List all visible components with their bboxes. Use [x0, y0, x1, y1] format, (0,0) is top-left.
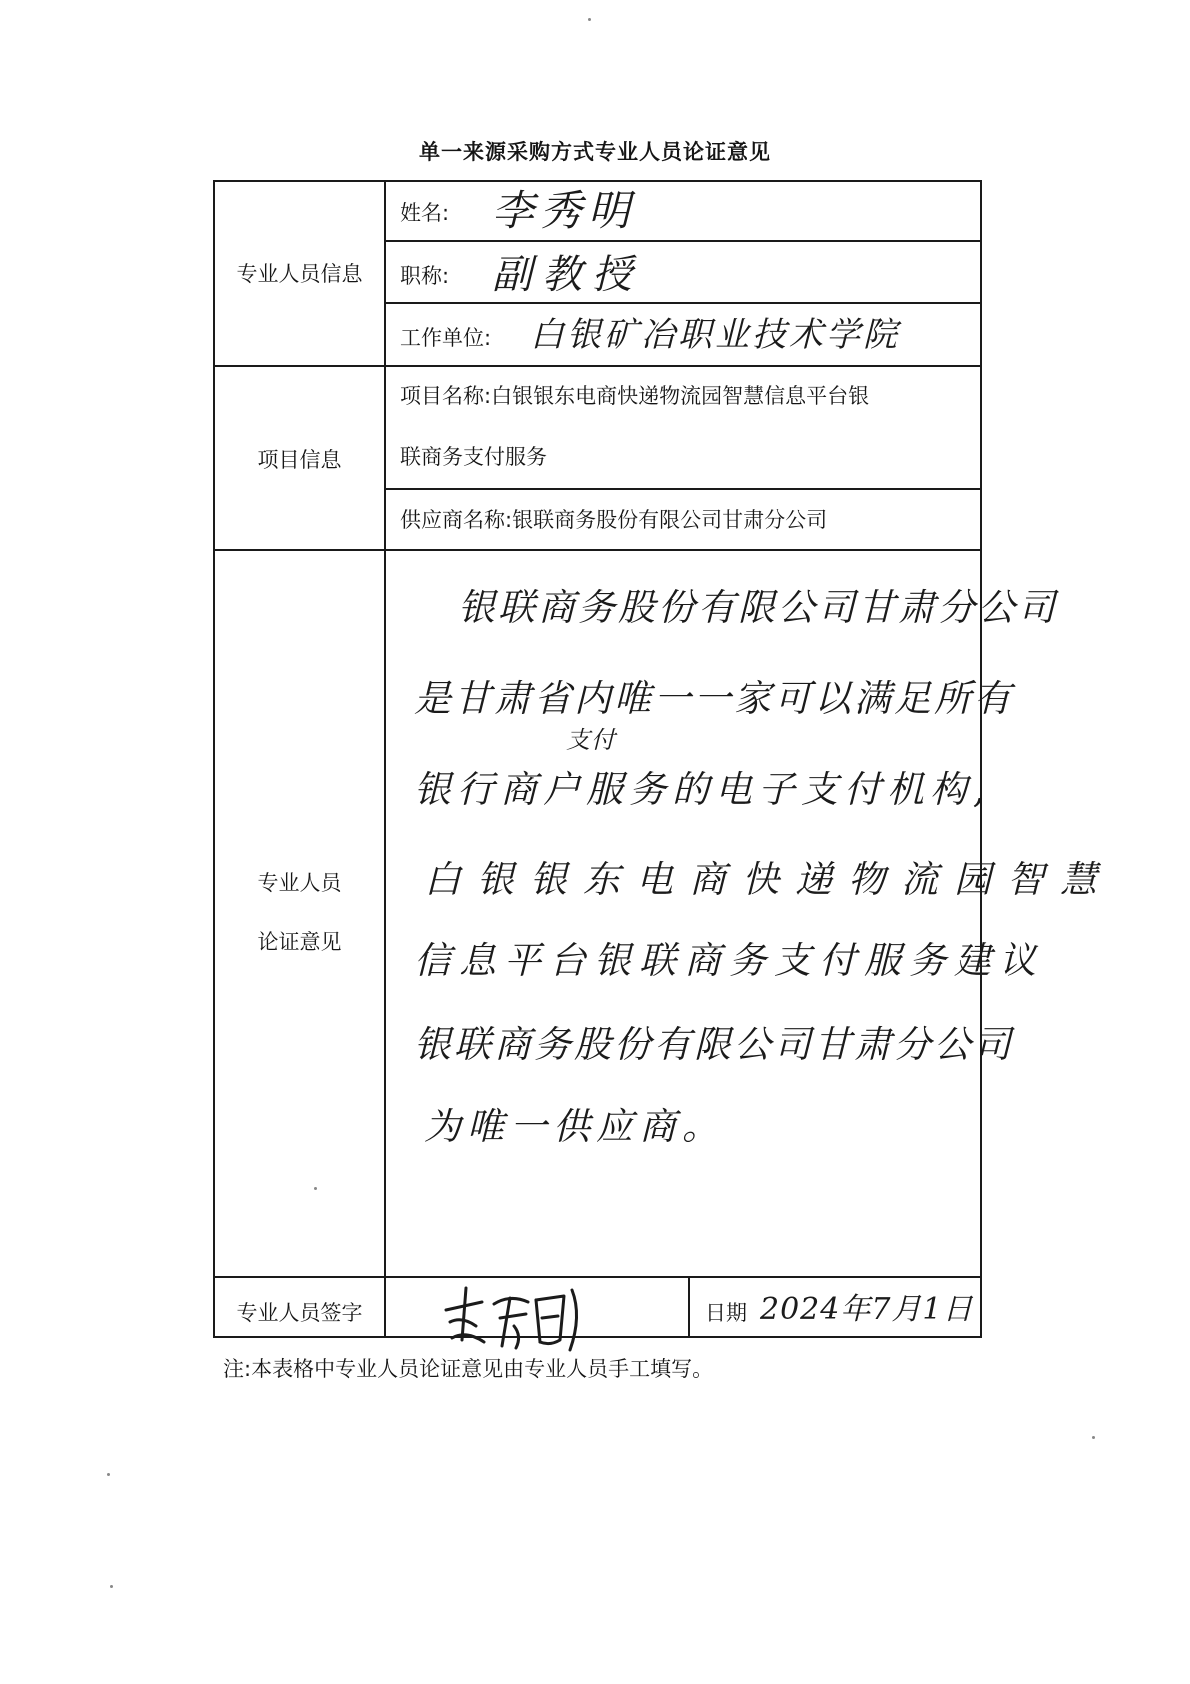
table-border-right — [980, 180, 982, 1338]
table-border-bottom — [213, 1336, 982, 1338]
opinion-handwritten-line-7: 为唯一供应商。 — [424, 1105, 725, 1148]
opinion-handwritten-line-3: 银行商户服务的电子支付机构, — [414, 768, 991, 811]
supplier-line — [400, 510, 827, 531]
opinion-insertion-mark: 支付 — [566, 726, 616, 754]
opinion-handwritten-line-5: 信息平台银联商务支付服务建议 — [414, 939, 1044, 982]
opinion-handwritten-line-1: 银联商务股份有限公司甘肃分公司 — [458, 586, 1058, 629]
project-name-value-line1: 白银银东电商快递物流园智慧信息平台银 — [491, 384, 870, 408]
handwritten-name: 李秀明 — [492, 186, 637, 235]
date-label: 日期 — [705, 1301, 747, 1325]
project-info-label: 项目信息 — [257, 448, 342, 472]
project-name-value-line2: 联商务支付服务 — [400, 445, 547, 469]
table-border-top — [213, 180, 982, 182]
row-rule-supplier — [213, 549, 982, 551]
handwritten-workplace: 白银矿冶职业技术学院 — [530, 315, 900, 355]
name-label: 姓名: — [400, 201, 450, 225]
handwritten-signature — [432, 1280, 592, 1355]
footnote: 注:本表格中专业人员论证意见由专业人员手工填写。 — [223, 1357, 714, 1381]
supplier-value: 银联商务股份有限公司甘肃分公司 — [512, 508, 828, 532]
scan-speck — [1092, 1436, 1095, 1439]
row-rule-title — [384, 302, 982, 304]
opinion-label-line1: 专业人员 — [257, 871, 342, 895]
handwritten-date: 2024年7月1日 — [760, 1292, 974, 1327]
signature-label: 专业人员签字 — [236, 1301, 363, 1325]
scan-speck — [107, 1473, 110, 1476]
form-title: 单一来源采购方式专业人员论证意见 — [419, 140, 771, 164]
personnel-info-label: 专业人员信息 — [236, 262, 363, 286]
column-divider — [384, 180, 386, 1338]
date-cell-divider — [688, 1276, 690, 1338]
row-rule-name — [384, 240, 982, 242]
opinion-handwritten-line-2: 是甘肃省内唯一一家可以满足所有 — [414, 677, 1014, 720]
row-rule-personnel — [213, 365, 982, 367]
project-name-label: 项目名称: — [400, 384, 492, 408]
job-title-label: 职称: — [400, 264, 450, 288]
row-rule-project — [384, 488, 982, 490]
workplace-label: 工作单位: — [400, 326, 492, 350]
opinion-handwritten-line-4: 白银银东电商快递物流园智慧 — [424, 858, 1113, 901]
scan-speck — [588, 18, 591, 21]
opinion-handwritten-line-6: 银联商务股份有限公司甘肃分公司 — [414, 1023, 1014, 1066]
row-rule-opinion — [213, 1276, 982, 1278]
scan-speck — [314, 1187, 317, 1190]
opinion-label-line2: 论证意见 — [257, 930, 342, 954]
handwritten-job-title: 副教授 — [492, 252, 642, 298]
scan-speck — [110, 1585, 113, 1588]
project-name-line1 — [400, 386, 869, 407]
table-border-left — [213, 180, 215, 1338]
supplier-label: 供应商名称: — [400, 508, 513, 532]
